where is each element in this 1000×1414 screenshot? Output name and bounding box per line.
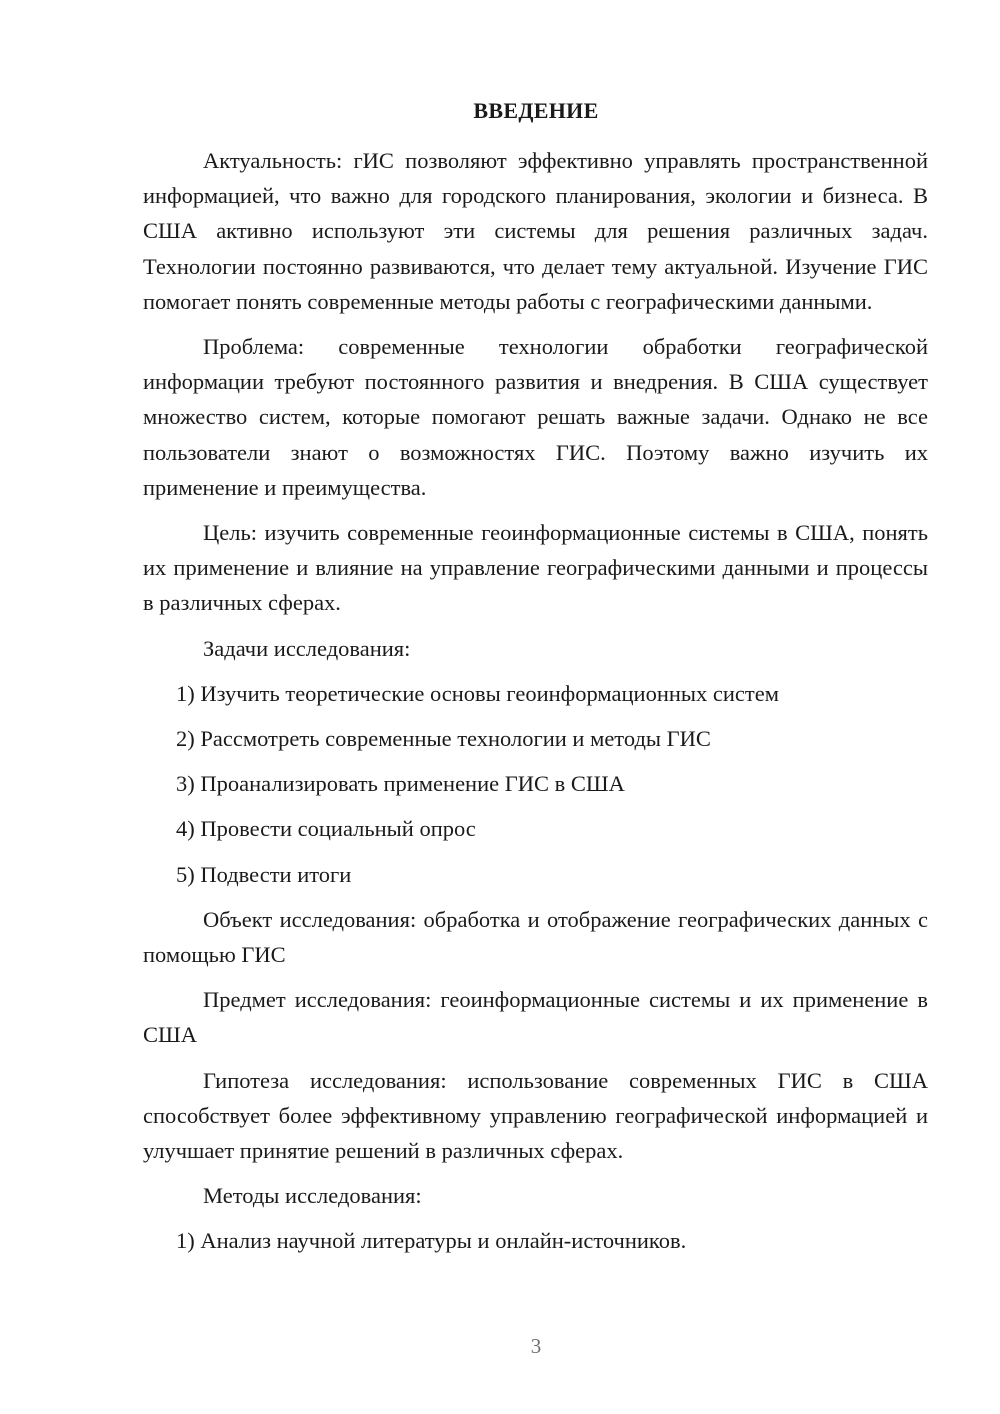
list-item: 3) Проанализировать применение ГИС в США bbox=[176, 771, 625, 797]
tasks-list bbox=[143, 676, 928, 892]
list-item: 2) Рассмотреть современные технологии и методы ГИС bbox=[176, 726, 711, 752]
paragraph-relevance: Актуальность: гИС позволяют эффективно управлять пространственной информацией, что важно для городского планирования, экологии и бизнеса. В США активно используют эти системы для решения различных задач. Технологии постоянно развиваются, что делает тему актуальной. Изучение ГИС помогает понять современные методы работы с географическими данными. bbox=[143, 148, 928, 314]
methods-list bbox=[143, 1223, 928, 1258]
paragraph-subject: Предмет исследования: геоинформационные системы и их применение в США bbox=[143, 987, 928, 1048]
paragraph-object: Объект исследования: обработка и отображение географических данных с помощью ГИС bbox=[143, 906, 928, 968]
list-item: 5) Подвести итоги bbox=[176, 861, 352, 887]
page-title: ВВЕДЕНИЕ bbox=[473, 98, 599, 123]
list-item: 1) Изучить теоретические основы геоинформационных систем bbox=[176, 680, 779, 706]
paragraph-problem: Проблема: современные технологии обработки географической информации требуют постоянного развития и внедрения. В США существует множество систем, которые помогают решать важные задачи. Однако не все пользователи знают о возможностях ГИС. Поэтому важно изучить их применение и преимущества. bbox=[143, 334, 928, 500]
page-number: 3 bbox=[530, 1334, 542, 1358]
tasks-label: Задачи исследования: bbox=[203, 635, 411, 661]
methods-label: Методы исследования: bbox=[203, 1183, 422, 1209]
paragraph-hypothesis: Гипотеза исследования: использование современных ГИС в США способствует более эффективному управлению географической информацией и улучшает принятие решений в различных сферах. bbox=[143, 1067, 928, 1164]
document-body bbox=[143, 143, 928, 1269]
list-item: 4) Провести социальный опрос bbox=[176, 816, 476, 842]
list-item: 1) Анализ научной литературы и онлайн-источников. bbox=[176, 1228, 687, 1254]
paragraph-goal: Цель: изучить современные геоинформационные системы в США, понять их применение и влияние на управление географическими данными и процессы в различных сферах. bbox=[143, 520, 928, 616]
